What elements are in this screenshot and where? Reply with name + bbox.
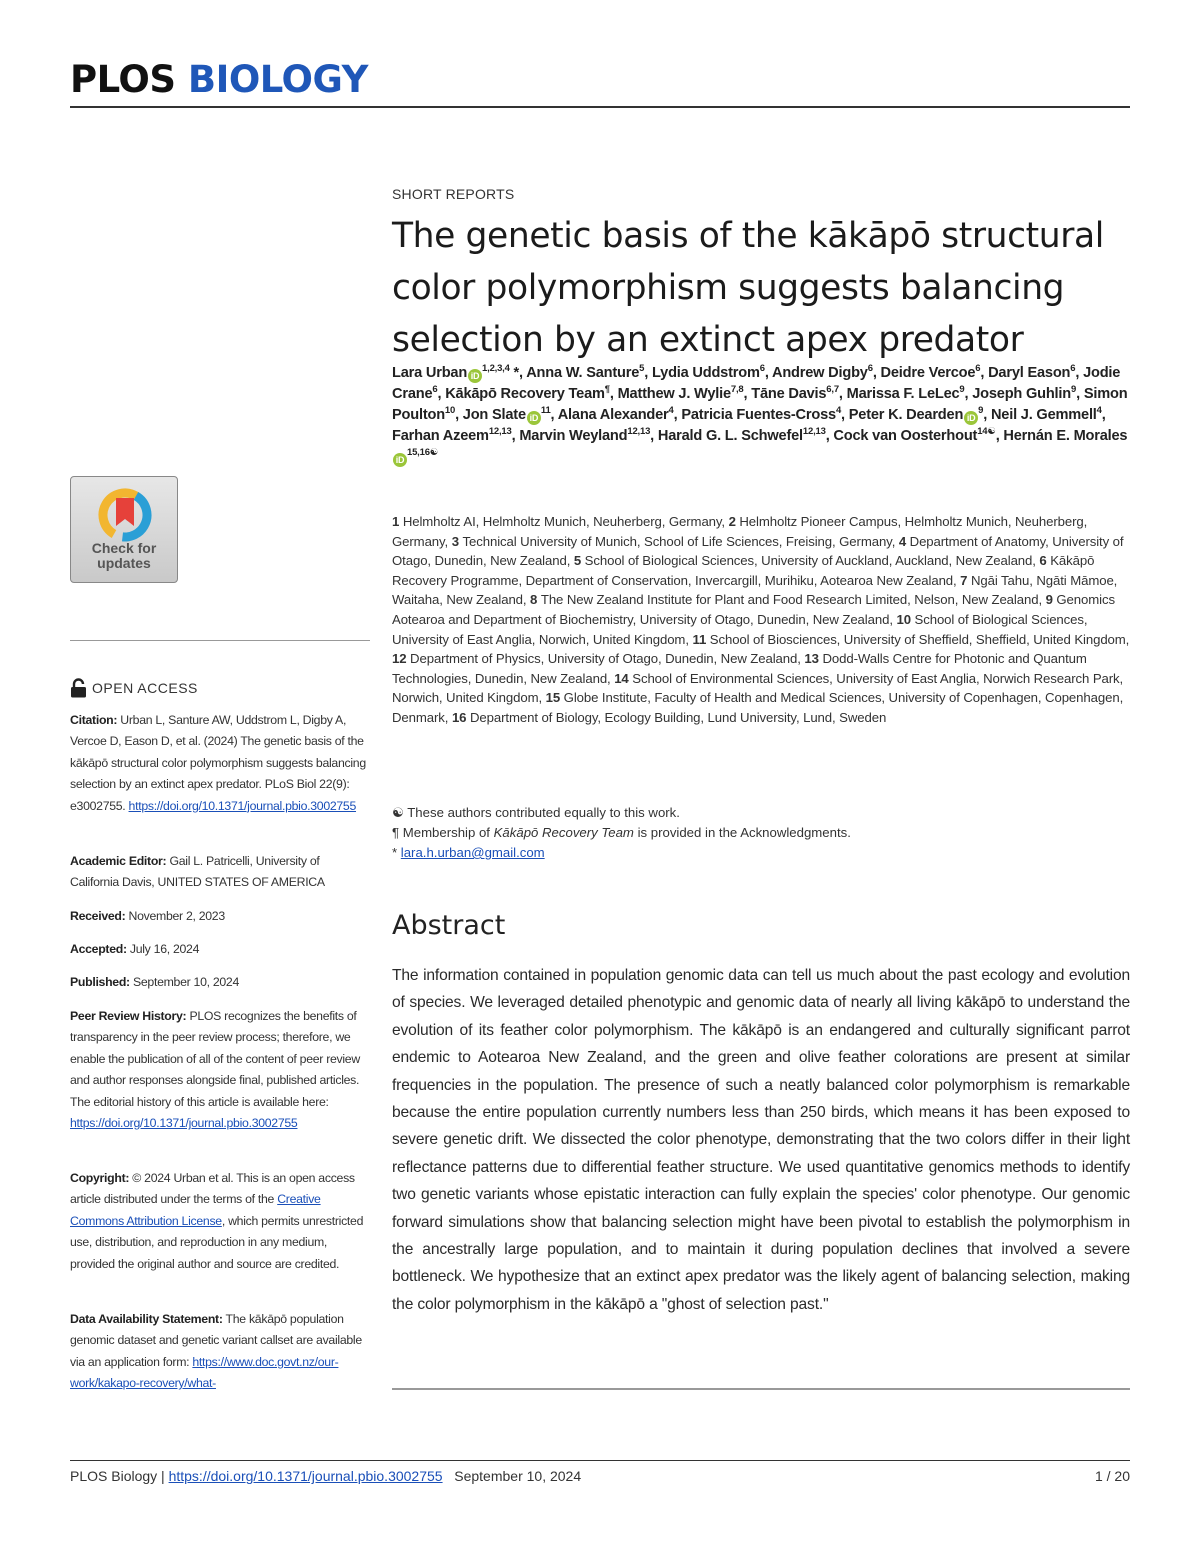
affiliation-number: 13 — [804, 651, 823, 667]
page-number: 1 / 20 — [1094, 1468, 1130, 1484]
author-affiliation-marker: 6 — [1070, 363, 1076, 375]
peer-review-history: Peer Review History: PLOS recognizes the benefits of transparency in the peer review process; therefore, we enable the publication of all of the content of peer review and author responses alongside final, published articles. The editorial history of this article is available here: https://doi.org/10.1371/journal.pbio.3002755 — [70, 1009, 360, 1131]
author-name: Tāne Davis — [751, 386, 827, 402]
author-affiliation-marker: 6 — [975, 363, 981, 375]
author-affiliation-marker: 11 — [540, 405, 551, 417]
affiliation-number: 8 — [530, 592, 541, 608]
accepted-date: Accepted: July 16, 2024 — [70, 942, 200, 956]
license-link[interactable]: Creative Commons Attribution License — [70, 1192, 321, 1228]
author-affiliation-marker: 5 — [639, 363, 645, 375]
affiliation-list — [392, 512, 1130, 728]
affiliation-number: 2 — [728, 514, 740, 529]
author-notes — [392, 803, 1130, 863]
affiliation-text: Globe Institute, Faculty of Health and Medical Sciences, University of Copenhagen, Copenhagen, Denmark, — [392, 690, 1124, 725]
affiliation-text: Department of Physics, University of Otago, Dunedin, New Zealand, — [410, 651, 805, 667]
author-name: Andrew Digby — [772, 365, 868, 381]
membership-note: ¶ Membership of Kākāpō Recovery Team is provided in the Acknowledgments. — [392, 825, 851, 840]
corresponding-note: * lara.h.urban@gmail.com — [392, 845, 545, 860]
author-name: Hernán E. Morales — [1003, 428, 1128, 444]
author-name: Simon Poulton — [392, 386, 1128, 423]
author-list: Lara Urban iD$^{1,2,3,4}$ *, Anna W. Santure$^5$, Lydia Uddstrom$^6$, Andrew Digby$^6$, Deidre Vercoe$^6$, Daryl Eason$^6$, Jodie Crane$^6$, Kākāpō Recovery Team¶, Matthew J. Wylie$^{7,8}$, Tāne Davis$^{6,7}$, Marissa F. LeLec$^9$, Joseph Guhlin$^9$, Simon Poulton$^{10}$, Jon Slate $iD^{11}$, Alana Alexander$^4$, Patricia Fuentes-Cross$^4$, Peter K. Dearden $iD^9$, Neil J. Gemmell$^4$, Farhan Azeem$^{12,13}$, Marvin Weyland$^{12,13}$, Harald G. L. Schwefel$^{12,13}$, Cock van Oosterhout$^{14☯}$, Hernán E. MoralesiD$^{15,16☯}$ — [392, 363, 1128, 465]
author-affiliation-marker: 6 — [432, 384, 438, 396]
author-name: Jon Slate — [462, 407, 526, 423]
author-affiliation-marker: 6,7 — [826, 384, 839, 396]
affiliation-number: 1 — [392, 514, 403, 529]
corresponding-mark: * — [509, 365, 520, 381]
author-name: Marvin Weyland — [519, 428, 628, 444]
author-affiliation-marker: 9 — [959, 384, 965, 396]
article-title: The genetic basis of the kākāpō structural color polymorphism suggests balancing selection by an extinct apex predator — [392, 216, 1104, 360]
author-affiliation-marker: 1,2,3,4 — [482, 363, 510, 375]
affiliation-number: 3 — [451, 533, 463, 549]
author-affiliation-marker: 12,13 — [488, 426, 512, 438]
copyright-block: Copyright: © 2024 Urban et al. This is an open access article distributed under the terms of the Creative Commons Attribution License, which permits unrestricted use, distribution, and reproduction in any medium, provided the original author and source are credited. — [70, 1171, 364, 1271]
author-name: Daryl Eason — [988, 365, 1071, 381]
footer-journal: PLOS Biology | — [70, 1468, 169, 1484]
author-name: Patricia Fuentes-Cross — [681, 407, 836, 423]
affiliation-number: 5 — [573, 553, 585, 569]
affiliation-text: Department of Anatomy, University of Otago, Dunedin, New Zealand, — [392, 533, 1124, 569]
affiliation-number: 14 — [614, 670, 633, 686]
footer-doi-link[interactable]: https://doi.org/10.1371/journal.pbio.3002755 — [168, 1468, 443, 1484]
check-for-updates-icon — [96, 486, 154, 544]
open-access-badge: OPEN ACCESS — [70, 678, 198, 698]
author-affiliation-marker: 6 — [867, 363, 873, 375]
author-affiliation-marker: 4 — [668, 405, 674, 417]
author-affiliation-marker: 10 — [444, 405, 456, 417]
author-affiliation-marker: 6 — [759, 363, 765, 375]
affiliation-text: Dodd-Walls Centre for Photonic and Quantum Technologies, Dunedin, New Zealand, — [392, 651, 1087, 686]
orcid-icon[interactable]: iD — [964, 411, 978, 425]
author-name: Lara Urban — [392, 365, 468, 381]
author-name: Joseph Guhlin — [972, 386, 1071, 402]
author-name: Anna W. Santure — [526, 365, 640, 381]
author-name: Matthew J. Wylie — [617, 386, 731, 402]
check-for-updates-button[interactable] — [70, 476, 178, 583]
journal-logo — [70, 58, 368, 101]
footer-divider — [70, 1460, 1130, 1461]
affiliation-text: Kākāpō Recovery Programme, Department of Conservation, Invercargill, Murihiku, Aotearoa New Zealand, — [392, 553, 1095, 588]
orcid-icon[interactable]: iD — [393, 453, 407, 467]
affiliation-number: 10 — [896, 611, 915, 627]
affiliation-number: 16 — [451, 709, 470, 725]
author-affiliation-marker: ¶ — [604, 384, 610, 396]
author-name: Farhan Azeem — [392, 428, 489, 444]
affiliation-text: School of Biological Sciences, University of Auckland, Auckland, New Zealand, — [584, 553, 1040, 569]
affiliation-text: Ngāi Tahu, Ngāti Māmoe, Waitaha, New Zealand, — [392, 572, 1118, 608]
affiliation-text: Technical University of Munich, School of Life Sciences, Freising, Germany, — [462, 533, 899, 549]
journal-name-plos: PLOS — [70, 58, 176, 101]
published-date: Published: September 10, 2024 — [70, 975, 240, 989]
author-affiliation-marker: 12,13 — [802, 426, 826, 438]
author-affiliation-marker: 9 — [1071, 384, 1077, 396]
citation-block: Citation: Urban L, Santure AW, Uddstrom L, Digby A, Vercoe D, Eason D, et al. (2024) The genetic basis of the kākāpō structural color polymorphism suggests balancing selection by an extinct apex predator. PLoS Biol 22(9): e3002755. https://doi.org/10.1371/journal.pbio.3002755 — [70, 713, 366, 813]
author-name: Lydia Uddstrom — [651, 365, 760, 381]
author-affiliation-marker: 12,13 — [627, 426, 651, 438]
author-affiliation-marker: 9 — [978, 405, 984, 417]
orcid-icon[interactable]: iD — [468, 369, 482, 383]
affiliation-number: 11 — [692, 631, 710, 647]
author-name: Peter K. Dearden — [848, 407, 964, 423]
abstract-heading: Abstract — [392, 910, 506, 941]
affiliation-number: 6 — [1039, 553, 1051, 569]
sidebar-divider — [70, 640, 370, 641]
journal-name-biology: BIOLOGY — [187, 58, 368, 101]
citation-doi-link[interactable]: https://doi.org/10.1371/journal.pbio.3002755 — [128, 798, 357, 813]
author-name: Deidre Vercoe — [880, 365, 976, 381]
received-date: Received: November 2, 2023 — [70, 909, 225, 923]
footer-date: September 10, 2024 — [442, 1468, 582, 1484]
author-name: Neil J. Gemmell — [990, 407, 1097, 423]
affiliation-number: 12 — [392, 651, 411, 667]
affiliation-text: Department of Biology, Ecology Building, Lund University, Lund, Sweden — [469, 709, 887, 725]
affiliation-text: Genomics Aotearoa and Department of Biochemistry, University of Otago, Dunedin, New Zealand, — [392, 592, 1115, 627]
affiliation-text: The New Zealand Institute for Plant and Food Research Limited, Nelson, New Zealand, — [540, 592, 1046, 608]
open-lock-icon — [70, 678, 87, 698]
article-section: SHORT REPORTS — [392, 186, 515, 202]
peer-review-link[interactable]: https://doi.org/10.1371/journal.pbio.3002755 — [70, 1116, 298, 1131]
affiliation-text: School of Biosciences, University of Sheffield, Sheffield, United Kingdom, — [709, 631, 1130, 647]
author-name: Marissa F. LeLec — [846, 386, 960, 402]
author-name: Harald G. L. Schwefel — [657, 428, 803, 444]
academic-editor: Academic Editor: Gail L. Patricelli, University of California Davis, UNITED STATES OF AMERICA — [70, 854, 325, 890]
author-affiliation-marker: 15,16☯ — [407, 447, 439, 459]
affiliation-number: 7 — [960, 572, 971, 588]
data-availability-link[interactable]: https://www.doc.govt.nz/our-work/kakapo-recovery/what- — [70, 1354, 339, 1391]
author-affiliation-marker: 4 — [835, 405, 842, 417]
affiliation-text: Helmholtz AI, Helmholtz Munich, Neuherberg, Germany, — [402, 514, 729, 529]
author-name: Cock van Oosterhout — [833, 428, 978, 444]
affiliation-number: 4 — [898, 533, 910, 549]
data-availability: Data Availability Statement: The kākāpō population genomic dataset and genetic variant callset are available via an application form: https://www.doc.govt.nz/our-work/kakapo-recovery/what- — [70, 1312, 362, 1391]
equal-contribution-note: ☯ These authors contributed equally to this work. — [392, 805, 680, 820]
abstract-divider — [392, 1388, 1130, 1390]
email-link[interactable]: lara.h.urban@gmail.com — [400, 845, 545, 860]
author-affiliation-marker: 4 — [1096, 405, 1102, 417]
affiliation-text: School of Environmental Sciences, University of East Anglia, Norwich Research Park, Norwich, United Kingdom, — [392, 670, 1124, 706]
author-affiliation-marker: 7,8 — [730, 384, 744, 396]
author-name: Jodie Crane — [392, 365, 1121, 402]
author-name: Kākāpō Recovery Team — [445, 386, 605, 402]
affiliation-text: School of Biological Sciences, University of East Anglia, Norwich, United Kingdom, — [392, 611, 1088, 647]
affiliation-text: Helmholtz Pioneer Campus, Helmholtz Munich, Neuherberg, Germany, — [392, 514, 1088, 549]
header-divider — [70, 106, 1130, 108]
page-footer — [70, 1468, 1130, 1484]
author-affiliation-marker: 14☯ — [977, 426, 996, 438]
affiliation-number: 9 — [1045, 592, 1057, 608]
affiliation-number: 15 — [545, 690, 564, 706]
abstract-text: The information contained in population genomic data can tell us much about the past ecology and evolution of species. We leveraged detailed phenotypic and genomic data of nearly all living kākāpō to understand the evolution of its feather color polymorphism. The kākāpō is an endangered and culturally significant parrot endemic to Aotearoa New Zealand, and the green and olive feather colorations are present at similar frequencies in the population. The presence of such a neatly balanced color polymorphism is remarkable because the entire population currently numbers less than 250 birds, which means it has been exposed to severe genetic drift. We dissected the color phenotype, demonstrating that the two colors differ in their light reflectance patterns due to differential feather structure. We used quantitative genomics methods to identify two genetic variants whose epistatic interaction can fully explain the species' color phenotype. Our genomic forward simulations show that balancing selection might have been pivotal to establish the polymorphism in the ancestrally large population, and to maintain it during population declines that involved a severe bottleneck. We hypothesize that an extinct apex predator was the likely agent of balancing selection, making the color polymorphism in the kākāpō a "ghost of selection past." — [392, 967, 1130, 1313]
orcid-icon[interactable]: iD — [527, 411, 541, 425]
author-name: Alana Alexander — [557, 407, 669, 423]
check-for-updates-label: Check for updates — [91, 540, 157, 571]
